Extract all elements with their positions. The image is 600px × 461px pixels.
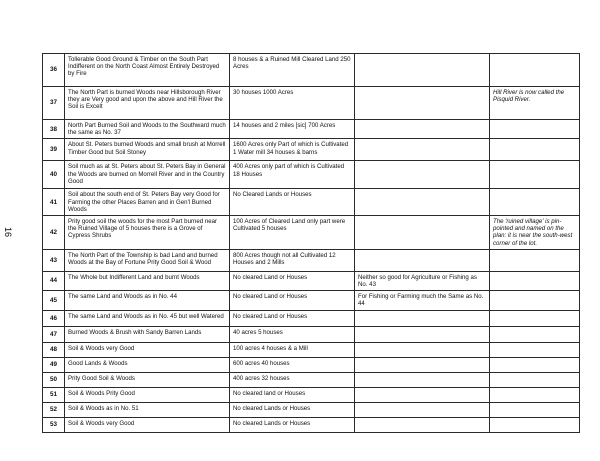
- table-row: [43, 189, 580, 216]
- soil-description-cell: Soil much as at St. Peters about St. Peters Bay in General the Woods are burned on Morrell River and in the Country Good: [65, 161, 230, 189]
- table-row: [43, 216, 580, 250]
- table-row: [43, 310, 580, 326]
- table-row: [43, 402, 580, 417]
- settlement-cell: 100 acres 4 houses & a Mill: [230, 342, 355, 357]
- soil-description-cell: Prity Good Soil & Woods: [65, 372, 230, 387]
- editor-note-cell: Hill River is now called the Pisquid River.: [490, 87, 580, 120]
- soil-description-cell: The same Land and Woods as in No. 45 but well Watered: [65, 310, 230, 326]
- soil-description-cell: Good Lands & Woods: [65, 357, 230, 372]
- editor-note-cell: [490, 417, 580, 432]
- page-number: 16: [3, 226, 13, 237]
- soil-description-cell: The Whole but Indifferent Land and burnt Woods: [65, 271, 230, 290]
- remarks-cell: [355, 189, 490, 216]
- soil-description-cell: Soil about the south end of St. Peters Bay very Good for Farming the other Places Barren and in Gen'l Burned Woods: [65, 189, 230, 216]
- soil-description-cell: About St. Peters burned Woods and small brush at Morrell Timber Good but Soil Stoney: [65, 139, 230, 161]
- remarks-cell: [355, 139, 490, 161]
- settlement-cell: 14 houses and 2 miles [sic] 700 Acres: [230, 120, 355, 139]
- lot-number-cell: 48: [43, 342, 65, 357]
- settlement-cell: No cleared Lands or Houses: [230, 402, 355, 417]
- lot-number-cell: 43: [43, 249, 65, 271]
- remarks-cell: [355, 326, 490, 342]
- table-row: [43, 342, 580, 357]
- remarks-cell: [355, 402, 490, 417]
- soil-description-cell: Soil & Woods as in No. 51: [65, 402, 230, 417]
- table-row: [43, 372, 580, 387]
- settlement-cell: No cleared land or Houses: [230, 387, 355, 402]
- settlement-cell: 1600 Acres only Part of which is Cultivated 1 Water mill 34 houses & barns: [230, 139, 355, 161]
- editor-note-cell: [490, 139, 580, 161]
- editor-note-cell: [490, 120, 580, 139]
- soil-description-cell: The North Part is burned Woods near Hillsborough River they are Very good and upon the above and Hill River the Soil is Excelt: [65, 87, 230, 120]
- editor-note-cell: [490, 161, 580, 189]
- settlement-cell: 40 acres 5 houses: [230, 326, 355, 342]
- table-row: [43, 54, 580, 87]
- lot-number-cell: 45: [43, 291, 65, 310]
- editor-note-cell: [490, 342, 580, 357]
- lot-number-cell: 50: [43, 372, 65, 387]
- lot-number-cell: 37: [43, 87, 65, 120]
- editor-note-cell: [490, 54, 580, 87]
- soil-description-cell: Tollerable Good Ground & Timber on the South Part Indifferent on the North Coast Almost Entirely Destroyed by Fire: [65, 54, 230, 87]
- remarks-cell: [355, 161, 490, 189]
- remarks-cell: [355, 357, 490, 372]
- settlement-cell: No Cleared Lands or Houses: [230, 189, 355, 216]
- table-row: [43, 271, 580, 290]
- remarks-cell: [355, 87, 490, 120]
- editor-note-cell: [490, 189, 580, 216]
- lot-number-cell: 47: [43, 326, 65, 342]
- editor-note-cell: [490, 310, 580, 326]
- remarks-cell: [355, 249, 490, 271]
- settlement-cell: No cleared Land or Houses: [230, 271, 355, 290]
- settlement-cell: 400 acres 32 houses: [230, 372, 355, 387]
- editor-note-cell: [490, 402, 580, 417]
- editor-note-cell: [490, 271, 580, 290]
- settlement-cell: 600 acres 40 houses: [230, 357, 355, 372]
- table-row: [43, 357, 580, 372]
- editor-note-cell: [490, 249, 580, 271]
- settlement-cell: 8 houses & a Ruined Mill Cleared Land 250 Acres: [230, 54, 355, 87]
- editor-note-cell: [490, 372, 580, 387]
- settlement-cell: No cleared Lands or Houses: [230, 417, 355, 432]
- lot-number-cell: 44: [43, 271, 65, 290]
- soil-description-cell: The same Land and Woods as in No. 44: [65, 291, 230, 310]
- remarks-cell: Neither so good for Agriculture or Fishing as No. 43: [355, 271, 490, 290]
- editor-note-cell: [490, 326, 580, 342]
- settlement-cell: 100 Acres of Cleared Land only part were Cultivated 5 houses: [230, 216, 355, 250]
- remarks-cell: [355, 310, 490, 326]
- table-row: [43, 120, 580, 139]
- lot-number-cell: 42: [43, 216, 65, 250]
- remarks-cell: [355, 387, 490, 402]
- settlement-cell: 30 houses 1000 Acres: [230, 87, 355, 120]
- table-row: [43, 139, 580, 161]
- lot-number-cell: 40: [43, 161, 65, 189]
- table-row: [43, 387, 580, 402]
- lot-number-cell: 41: [43, 189, 65, 216]
- lot-number-cell: 46: [43, 310, 65, 326]
- remarks-cell: [355, 342, 490, 357]
- settlement-cell: No cleared Land or Houses: [230, 310, 355, 326]
- soil-description-cell: Prity good soil the woods for the most Part burned near the Ruined Village of 5 houses there is a Grove of Cypress Shrubs: [65, 216, 230, 250]
- table-row: [43, 249, 580, 271]
- settlement-cell: 400 Acres only part of which is Cultivated 18 Houses: [230, 161, 355, 189]
- editor-note-cell: [490, 291, 580, 310]
- remarks-cell: [355, 54, 490, 87]
- lot-number-cell: 51: [43, 387, 65, 402]
- editor-note-cell: The 'ruined village' is pin-pointed and named on the plan: it is near the south-west corner of the lot.: [490, 216, 580, 250]
- lot-number-cell: 38: [43, 120, 65, 139]
- table-row: [43, 87, 580, 120]
- remarks-cell: [355, 417, 490, 432]
- settlement-cell: No cleared Land or Houses: [230, 291, 355, 310]
- soil-description-cell: Soil & Woods Prity Good: [65, 387, 230, 402]
- editor-note-cell: [490, 387, 580, 402]
- soil-description-cell: Soil & Woods very Good: [65, 342, 230, 357]
- remarks-cell: [355, 120, 490, 139]
- table-row: [43, 291, 580, 310]
- table-row: [43, 417, 580, 432]
- remarks-cell: [355, 372, 490, 387]
- land-survey-table: [42, 53, 580, 433]
- soil-description-cell: The North Part of the Township is bad Land and burned Woods at the Bay of Fortune Prity Good Soil & Wood: [65, 249, 230, 271]
- lot-number-cell: 52: [43, 402, 65, 417]
- lot-number-cell: 53: [43, 417, 65, 432]
- editor-note-cell: [490, 357, 580, 372]
- lot-number-cell: 49: [43, 357, 65, 372]
- lot-number-cell: 39: [43, 139, 65, 161]
- settlement-cell: 800 Acres though not all Cultivated 12 Houses and 2 Mills: [230, 249, 355, 271]
- lot-number-cell: 36: [43, 54, 65, 87]
- soil-description-cell: North Part Burned Soil and Woods to the Southward much the same as No. 37: [65, 120, 230, 139]
- table-row: [43, 161, 580, 189]
- remarks-cell: For Fishing or Farming much the Same as No. 44: [355, 291, 490, 310]
- soil-description-cell: Soil & Woods very Good: [65, 417, 230, 432]
- soil-description-cell: Burned Woods & Brush with Sandy Barren Lands: [65, 326, 230, 342]
- remarks-cell: [355, 216, 490, 250]
- table-row: [43, 326, 580, 342]
